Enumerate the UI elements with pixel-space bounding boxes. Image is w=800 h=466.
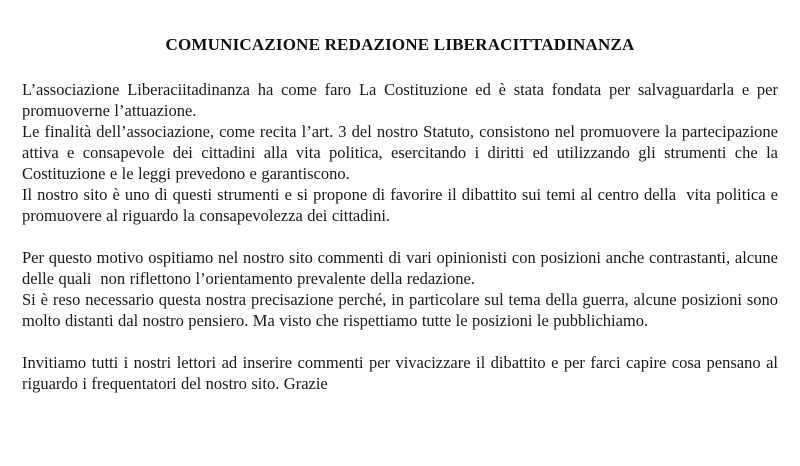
paragraph-group-invitation bbox=[22, 352, 783, 394]
document-title: COMUNICAZIONE REDAZIONE LIBERACITTADINANZA bbox=[165, 35, 635, 54]
paragraph: Il nostro sito è uno di questi strumenti e si propone di favorire il dibattito sui temi al centro della vita politica e promuovere al riguardo la consapevolezza dei cittadini. bbox=[22, 185, 783, 225]
paragraph-group-intro bbox=[22, 79, 783, 226]
paragraph: Invitiamo tutti i nostri lettori ad inserire commenti per vivacizzare il dibattito e per farci capire cosa pensano al riguardo i frequentatori del nostro sito. Grazie bbox=[22, 353, 783, 393]
paragraph: Si è reso necessario questa nostra precisazione perché, in particolare sul tema della guerra, alcune posizioni sono molto distanti dal nostro pensiero. Ma visto che rispettiamo tutte le posizioni le pubblichiamo. bbox=[22, 290, 787, 330]
paragraph: Per questo motivo ospitiamo nel nostro sito commenti di vari opinionisti con posizioni anche contrastanti, alcune delle quali non riflettono l’orientamento prevalente della redazione. bbox=[22, 248, 783, 288]
paragraph-group-positions bbox=[22, 247, 787, 331]
paragraph: Le finalità dell’associazione, come recita l’art. 3 del nostro Statuto, consistono nel promuovere la partecipazione attiva e consapevole dei cittadini alla vita politica, esercitando i diritti ed utilizzando gli strumenti che la Costituzione e le leggi prevedono e garantiscono. bbox=[22, 122, 783, 183]
paragraph: L’associazione Liberaciitadinanza ha come faro La Costituzione ed è stata fondata per salvaguardarla e per promuoverne l’attuazione. bbox=[22, 80, 783, 120]
